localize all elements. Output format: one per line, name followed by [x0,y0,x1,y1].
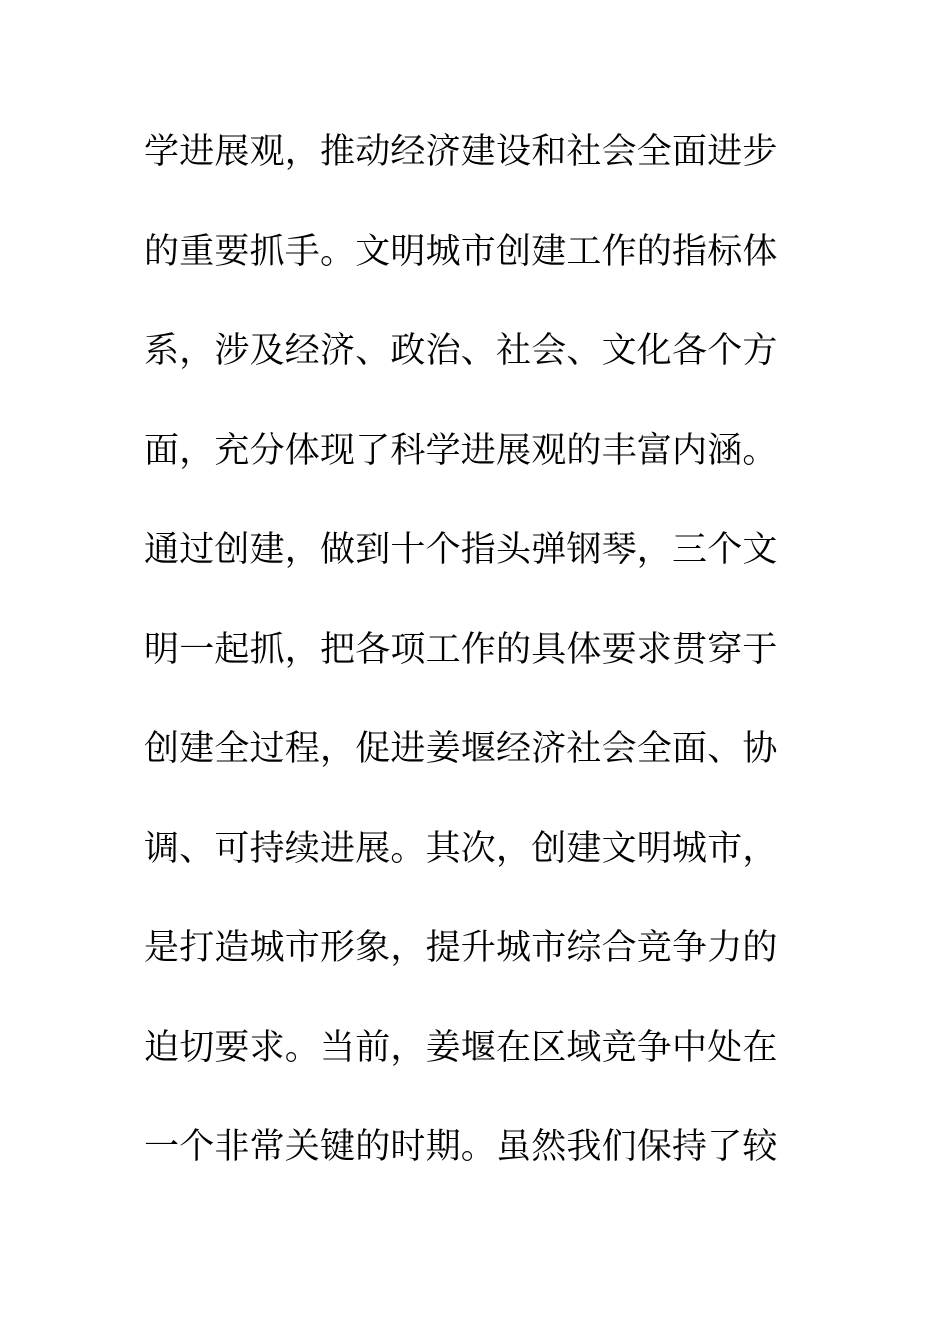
text-line: 明一起抓，把各项工作的具体要求贯穿于 [144,629,778,670]
text-line: 调、可持续进展。其次，创建文明城市， [144,828,778,869]
text-line: 创建全过程，促进姜堰经济社会全面、协 [144,729,778,769]
text-line: 面，充分体现了科学进展观的丰富内涵。 [144,430,778,471]
body-text [144,122,784,1217]
text-line: 系，涉及经济、政治、社会、文化各个方 [144,331,778,371]
text-line: 的重要抓手。文明城市创建工作的指标体 [144,231,778,272]
text-line: 是打造城市形象，提升城市综合竞争力的 [144,928,778,968]
text-line: 通过创建，做到十个指头弹钢琴，三个文 [144,530,778,570]
text-line: 学进展观，推动经济建设和社会全面进步 [144,132,778,172]
text-line: 一个非常关键的时期。虽然我们保持了较 [144,1127,778,1167]
text-line: 迫切要求。当前，姜堰在区域竞争中处在 [144,1027,778,1068]
